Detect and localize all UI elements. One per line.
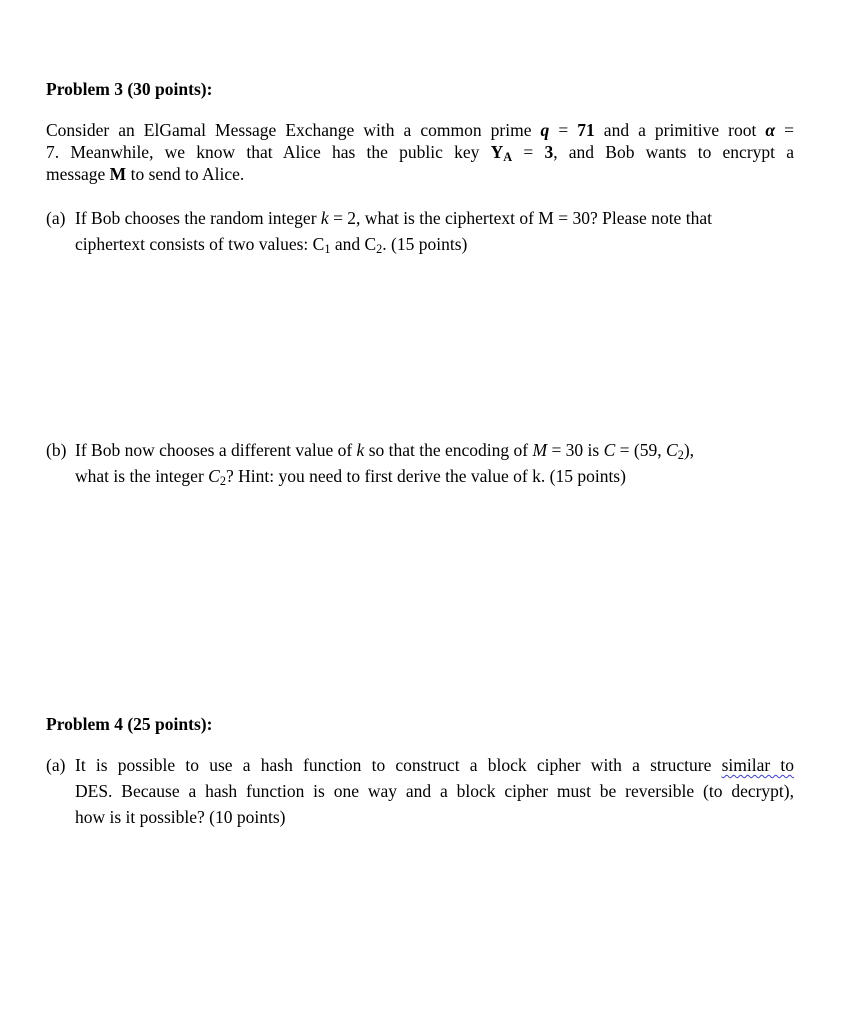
part-b-line-1: If Bob now chooses a different value of k so that the encoding of M = 30 is C = (59, $C_2$),: [75, 440, 695, 463]
part-b-label: (b): [46, 440, 67, 460]
problem-3-heading: Problem 3 (30 points):: [46, 79, 213, 99]
problem-4-part-a: [46, 752, 794, 830]
intro-line-1: Consider an ElGamal Message Exchange with a common prime q = 71 and a primitive root α =: [46, 120, 794, 140]
problem-4-heading: Problem 4 (25 points):: [46, 714, 213, 734]
part-a-line-2: ciphertext consists of two values: $C_1$ and $C_2$. (15 points): [75, 234, 468, 257]
intro-line-3: message M to send to Alice.: [46, 164, 245, 184]
p4-part-a-line-1: It is possible to use a hash function to construct a block cipher with a structure similar to: [75, 755, 794, 775]
part-b-line-2: what is the integer $C_2$? Hint: you need to first derive the value of k. (15 points): [75, 466, 626, 489]
part-a-line-1: If Bob chooses the random integer k = 2, what is the ciphertext of M = 30? Please note that: [75, 208, 712, 228]
problem-3-part-a: [46, 205, 794, 257]
problem-3-part-b: [46, 437, 794, 489]
p4-part-a-line-2: DES. Because a hash function is one way and a block cipher must be reversible (to decrypt),: [75, 781, 794, 801]
intro-line-2: 7. Meanwhile, we know that Alice has the public key $Y_A = 3$, and Bob wants to encrypt a: [46, 142, 795, 165]
part-a-label: (a): [46, 208, 66, 228]
p4-part-a-label: (a): [46, 755, 66, 775]
spellcheck-underline: similar to: [721, 755, 794, 775]
problem-3-intro: [46, 119, 794, 185]
p4-part-a-line-3: how is it possible? (10 points): [75, 807, 286, 827]
